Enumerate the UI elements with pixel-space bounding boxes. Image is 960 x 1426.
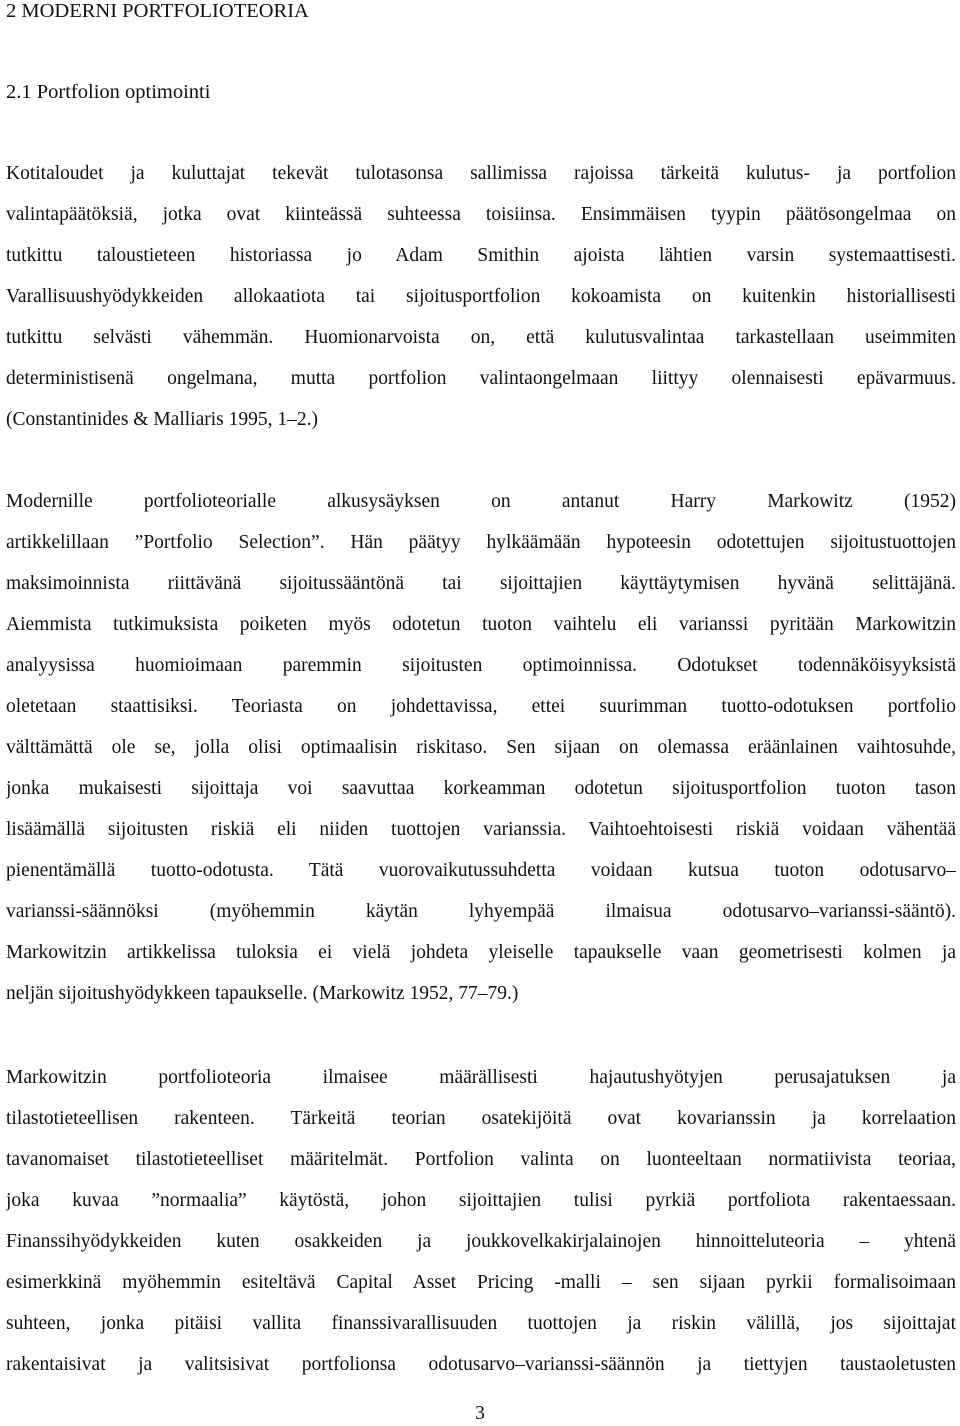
paragraph-line: tutkittu taloustieteen historiassa jo Adam Smithin ajoista lähtien varsin systemaattisesti.	[6, 245, 956, 266]
chapter-heading: 2 MODERNI PORTFOLIOTEORIA	[6, 0, 309, 22]
paragraph-2	[6, 481, 956, 1014]
paragraph-line: jonka mukaisesti sijoittaja voi saavuttaa korkeamman odotetun sijoitusportfolion tuoton tason	[6, 778, 956, 799]
paragraph-line: esimerkkinä myöhemmin esiteltävä Capital Asset Pricing -malli – sen sijaan pyrkii formalisoimaan	[6, 1272, 956, 1293]
paragraph-line: artikkelillaan ”Portfolio Selection”. Hän päätyy hylkäämään hypoteesin odotettujen sijoitustuottojen	[6, 532, 956, 553]
paragraph-line: (Constantinides & Malliaris 1995, 1–2.)	[6, 409, 318, 430]
paragraph-3	[6, 1057, 956, 1385]
paragraph-line: Modernille portfolioteorialle alkusysäyksen on antanut Harry Markowitz (1952)	[6, 491, 956, 512]
paragraph-line: lisäämällä sijoitusten riskiä eli niiden tuottojen varianssia. Vaihtoehtoisesti riskiä voidaan vähentää	[6, 819, 956, 840]
paragraph-line: varianssi-säännöksi (myöhemmin käytän lyhyempää ilmaisua odotusarvo–varianssi-sääntö).	[6, 901, 956, 922]
paragraph-line: Kotitaloudet ja kuluttajat tekevät tulotasonsa sallimissa rajoissa tärkeitä kulutus- ja portfolion	[6, 163, 956, 184]
paragraph-line: Markowitzin portfolioteoria ilmaisee määrällisesti hajautushyötyjen perusajatuksen ja	[6, 1067, 956, 1088]
paragraph-line: pienentämällä tuotto-odotusta. Tätä vuorovaikutussuhdetta voidaan kutsua tuoton odotusarvo–	[6, 860, 956, 881]
paragraph-line: neljän sijoitushyödykkeen tapaukselle. (Markowitz 1952, 77–79.)	[6, 983, 519, 1004]
paragraph-line: välttämättä ole se, jolla olisi optimaalisin riskitaso. Sen sijaan on olemassa eräänlainen vaihtosuhde,	[6, 737, 956, 758]
paragraph-line: tutkittu selvästi vähemmän. Huomionarvoista on, että kulutusvalintaa tarkastellaan useimmiten	[6, 327, 956, 348]
paragraph-line: valintapäätöksiä, jotka ovat kiinteässä suhteessa toisiinsa. Ensimmäisen tyypin päätösongelmaa on	[6, 204, 956, 225]
paragraph-line: oletetaan staattisiksi. Teoriasta on johdettavissa, ettei suurimman tuotto-odotuksen portfolio	[6, 696, 956, 717]
paragraph-line: analyysissa huomioimaan paremmin sijoitusten optimoinnissa. Odotukset todennäköisyyksistä	[6, 655, 956, 676]
paragraph-line: Finanssihyödykkeiden kuten osakkeiden ja joukkovelkakirjalainojen hinnoitteluteoria – yhtenä	[6, 1231, 956, 1252]
paragraph-line: suhteen, jonka pitäisi vallita finanssivarallisuuden tuottojen ja riskin välillä, jos sijoittajat	[6, 1313, 956, 1334]
paragraph-line: tavanomaiset tilastotieteelliset määritelmät. Portfolion valinta on luonteeltaan normatiivista teoriaa,	[6, 1149, 956, 1170]
paragraph-line: rakentaisivat ja valitsisivat portfolionsa odotusarvo–varianssi-säännön ja tiettyjen taustaoletusten	[6, 1354, 956, 1375]
paragraph-line: maksimoinnista riittävänä sijoitussääntönä tai sijoittajien käyttäytymisen hyvänä selittäjänä.	[6, 573, 956, 594]
page-number: 3	[475, 1403, 485, 1424]
paragraph-line: Markowitzin artikkelissa tuloksia ei vielä johdeta yleiselle tapaukselle vaan geometrisesti kolmen ja	[6, 942, 956, 963]
section-heading: 2.1 Portfolion optimointi	[6, 81, 211, 103]
paragraph-line: deterministisenä ongelmana, mutta portfolion valintaongelmaan liittyy olennaisesti epävarmuus.	[6, 368, 956, 389]
paragraph-line: Aiemmista tutkimuksista poiketen myös odotetun tuoton vaihtelu eli varianssi pyritään Markowitzin	[6, 614, 956, 635]
paragraph-line: Varallisuushyödykkeiden allokaatiota tai sijoitusportfolion kokoamista on kuitenkin historiallisesti	[6, 286, 956, 307]
paragraph-line: joka kuvaa ”normaalia” käytöstä, johon sijoittajien tulisi pyrkiä portfoliota rakentaessaan.	[6, 1190, 956, 1211]
paragraph-line: tilastotieteellisen rakenteen. Tärkeitä teorian osatekijöitä ovat kovarianssin ja korrelaation	[6, 1108, 956, 1129]
paragraph-1	[6, 153, 956, 440]
